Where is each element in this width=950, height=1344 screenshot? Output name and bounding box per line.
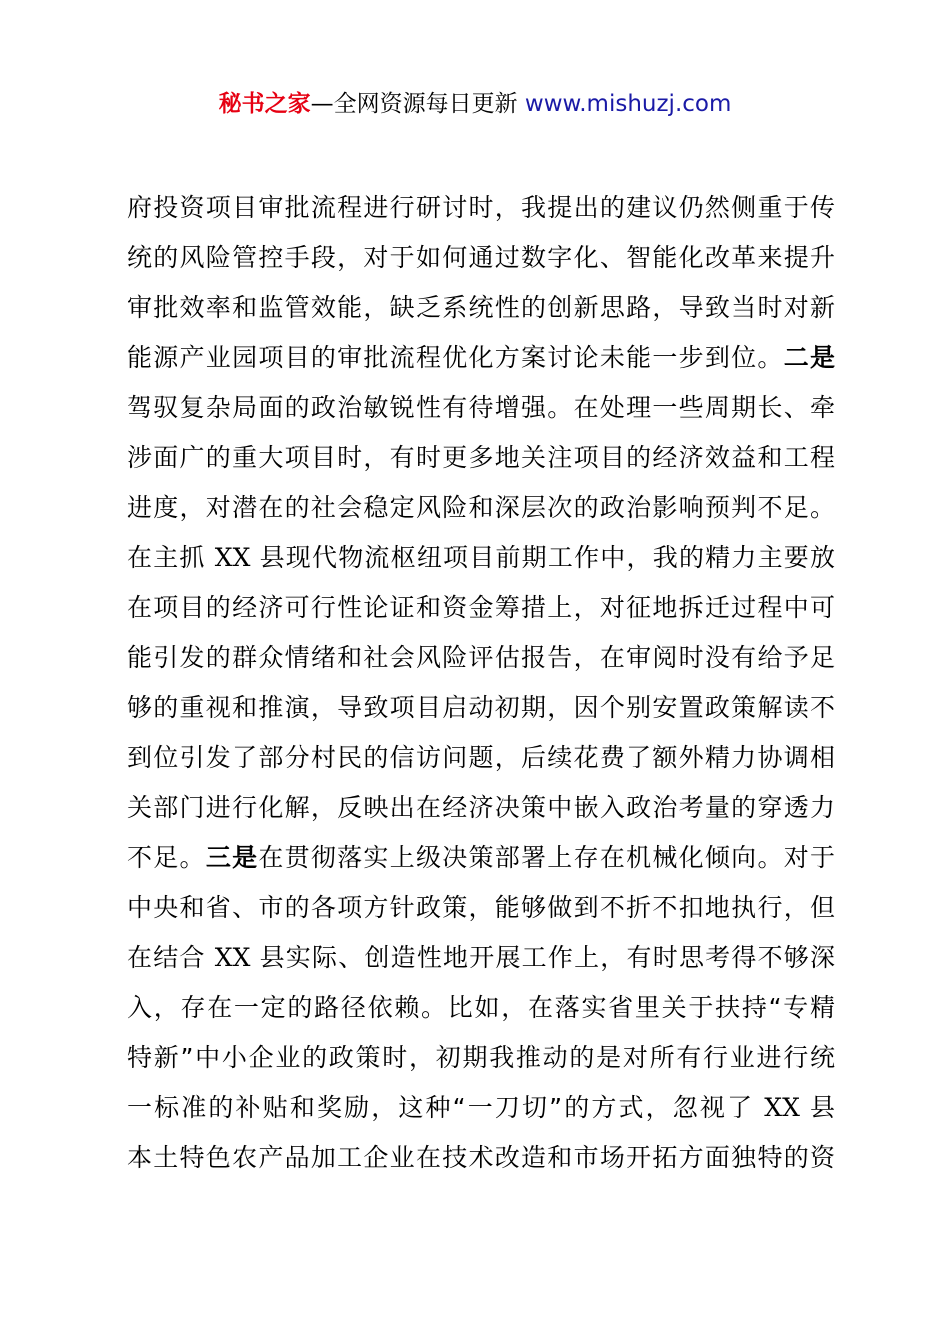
header-url: www.mishuzj.com: [524, 91, 732, 117]
body-line: 涉面广的重大项目时，有时更多地关注项目的经济效益和工程: [127, 443, 835, 472]
body-line: 中央和省、市的各项方针政策，能够做到不折不扣地执行，但: [127, 893, 835, 922]
body-line: 府投资项目审批流程进行研讨时，我提出的建议仍然侧重于传: [127, 193, 835, 222]
body-line: 一标准的补贴和奖励，这种“一刀切”的方式，忽视了 XX 县: [127, 1093, 835, 1122]
body-line: 统的风险管控手段，对于如何通过数字化、智能化改革来提升: [127, 243, 835, 272]
body-line: 特新”中小企业的政策时，初期我推动的是对所有行业进行统: [127, 1043, 835, 1072]
body-line: 本土特色农产品加工企业在技术改造和市场开拓方面独特的资: [127, 1143, 835, 1172]
emphasis-label: 三是: [205, 843, 259, 872]
body-line: 在结合 XX 县实际、创造性地开展工作上，有时思考得不够深: [127, 943, 835, 972]
body-line: 审批效率和监管效能，缺乏系统性的创新思路，导致当时对新: [127, 293, 835, 322]
body-line: 在主抓 XX 县现代物流枢纽项目前期工作中，我的精力主要放: [127, 543, 835, 572]
body-line: 进度，对潜在的社会稳定风险和深层次的政治影响预判不足。: [127, 493, 835, 522]
brand-name: 秘书之家: [218, 91, 311, 117]
emphasis-label: 二是: [783, 343, 835, 372]
document-body: [127, 183, 835, 1183]
body-line: 能引发的群众情绪和社会风险评估报告，在审阅时没有给予足: [127, 643, 835, 672]
body-line: 到位引发了部分村民的信访问题，后续花费了额外精力协调相: [127, 743, 835, 772]
page-header: [0, 86, 950, 122]
body-line: 在项目的经济可行性论证和资金筹措上，对征地拆迁过程中可: [127, 593, 835, 622]
body-line: 够的重视和推演，导致项目启动初期，因个别安置政策解读不: [127, 693, 835, 722]
body-line: 关部门进行化解，反映出在经济决策中嵌入政治考量的穿透力: [127, 793, 835, 822]
body-line: 入，存在一定的路径依赖。比如，在落实省里关于扶持“专精: [127, 993, 835, 1022]
body-line: 能源产业园项目的审批流程优化方案讨论未能一步到位。二是: [127, 343, 835, 372]
header-tagline: —全网资源每日更新: [310, 91, 518, 117]
body-line: 驾驭复杂局面的政治敏锐性有待增强。在处理一些周期长、牵: [127, 393, 835, 422]
body-line: 不足。三是在贯彻落实上级决策部署上存在机械化倾向。对于: [127, 843, 835, 872]
